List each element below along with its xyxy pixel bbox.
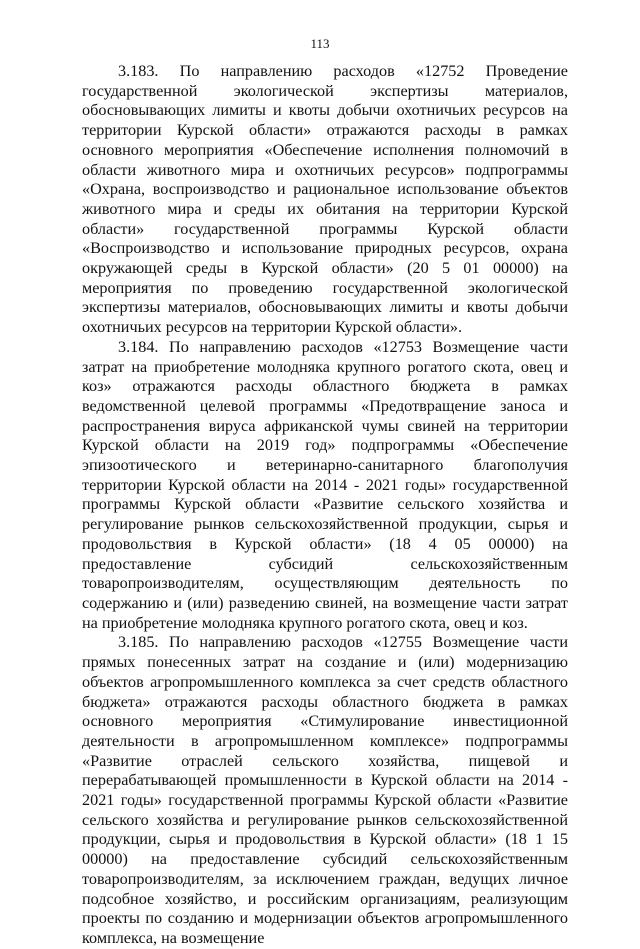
paragraph-3-183: 3.183. По направлению расходов «12752 Проведение государственной экологической экспертизы материалов, обосновывающих лимиты и квоты добычи охотничьих ресурсов на территории Курской области» отражаются расходы в рамках основного мероприятия «Обеспечение исполнения полномочий в области животного мира и охотничьих ресурсов» подпрограммы «Охрана, воспроизводство и рациональное использование объектов животного мира и среды их обитания на территории Курской области» государственной программы Курской области «Воспроизводство и использование природных ресурсов, охрана окружающей среды в Курской области» (20 5 01 00000) на мероприятия по проведению государственной экологической экспертизы материалов, обосновывающих лимиты и квоты добычи охотничьих ресурсов на территории Курской области».: [82, 62, 568, 337]
paragraph-3-184: 3.184. По направлению расходов «12753 Возмещение части затрат на приобретение молодняка крупного рогатого скота, овец и коз» отражаются расходы областного бюджета в рамках ведомственной целевой программы «Предотвращение заноса и распространения вируса африканской чумы свиней на территории Курской области на 2019 год» подпрограммы «Обеспечение эпизоотического и ветеринарно-санитарного благополучия территории Курской области на 2014 - 2021 годы» государственной программы Курской области «Развитие сельского хозяйства и регулирование рынков сельскохозяйственной продукции, сырья и продовольствия в Курской области» (18 4 05 00000) на предоставление субсидий сельскохозяйственным товаропроизводителям, осуществляющим деятельность по содержанию и (или) разведению свиней, на возмещение части затрат на приобретение молодняка крупного рогатого скота, овец и коз.: [82, 337, 568, 632]
paragraph-3-185: 3.185. По направлению расходов «12755 Возмещение части прямых понесенных затрат на создание и (или) модернизацию объектов агропромышленного комплекса за счет средств областного бюджета» отражаются расходы областного бюджета в рамках основного мероприятия «Стимулирование инвестиционной деятельности в агропромышленном комплексе» подпрограммы «Развитие отраслей сельского хозяйства, пищевой и перерабатывающей промышленности в Курской области на 2014 - 2021 годы» государственной программы Курской области «Развитие сельского хозяйства и регулирование рынков сельскохозяйственной продукции, сырья и продовольствия в Курской области» (18 1 15 00000) на предоставление субсидий сельскохозяйственным товаропроизводителям, за исключением граждан, ведущих личное подсобное хозяйство, и российским организациям, реализующим проекты по созданию и модернизации объектов агропромышленного комплекса, на возмещение: [82, 633, 568, 947]
document-body: [82, 62, 568, 949]
page-number: 113: [310, 36, 330, 51]
